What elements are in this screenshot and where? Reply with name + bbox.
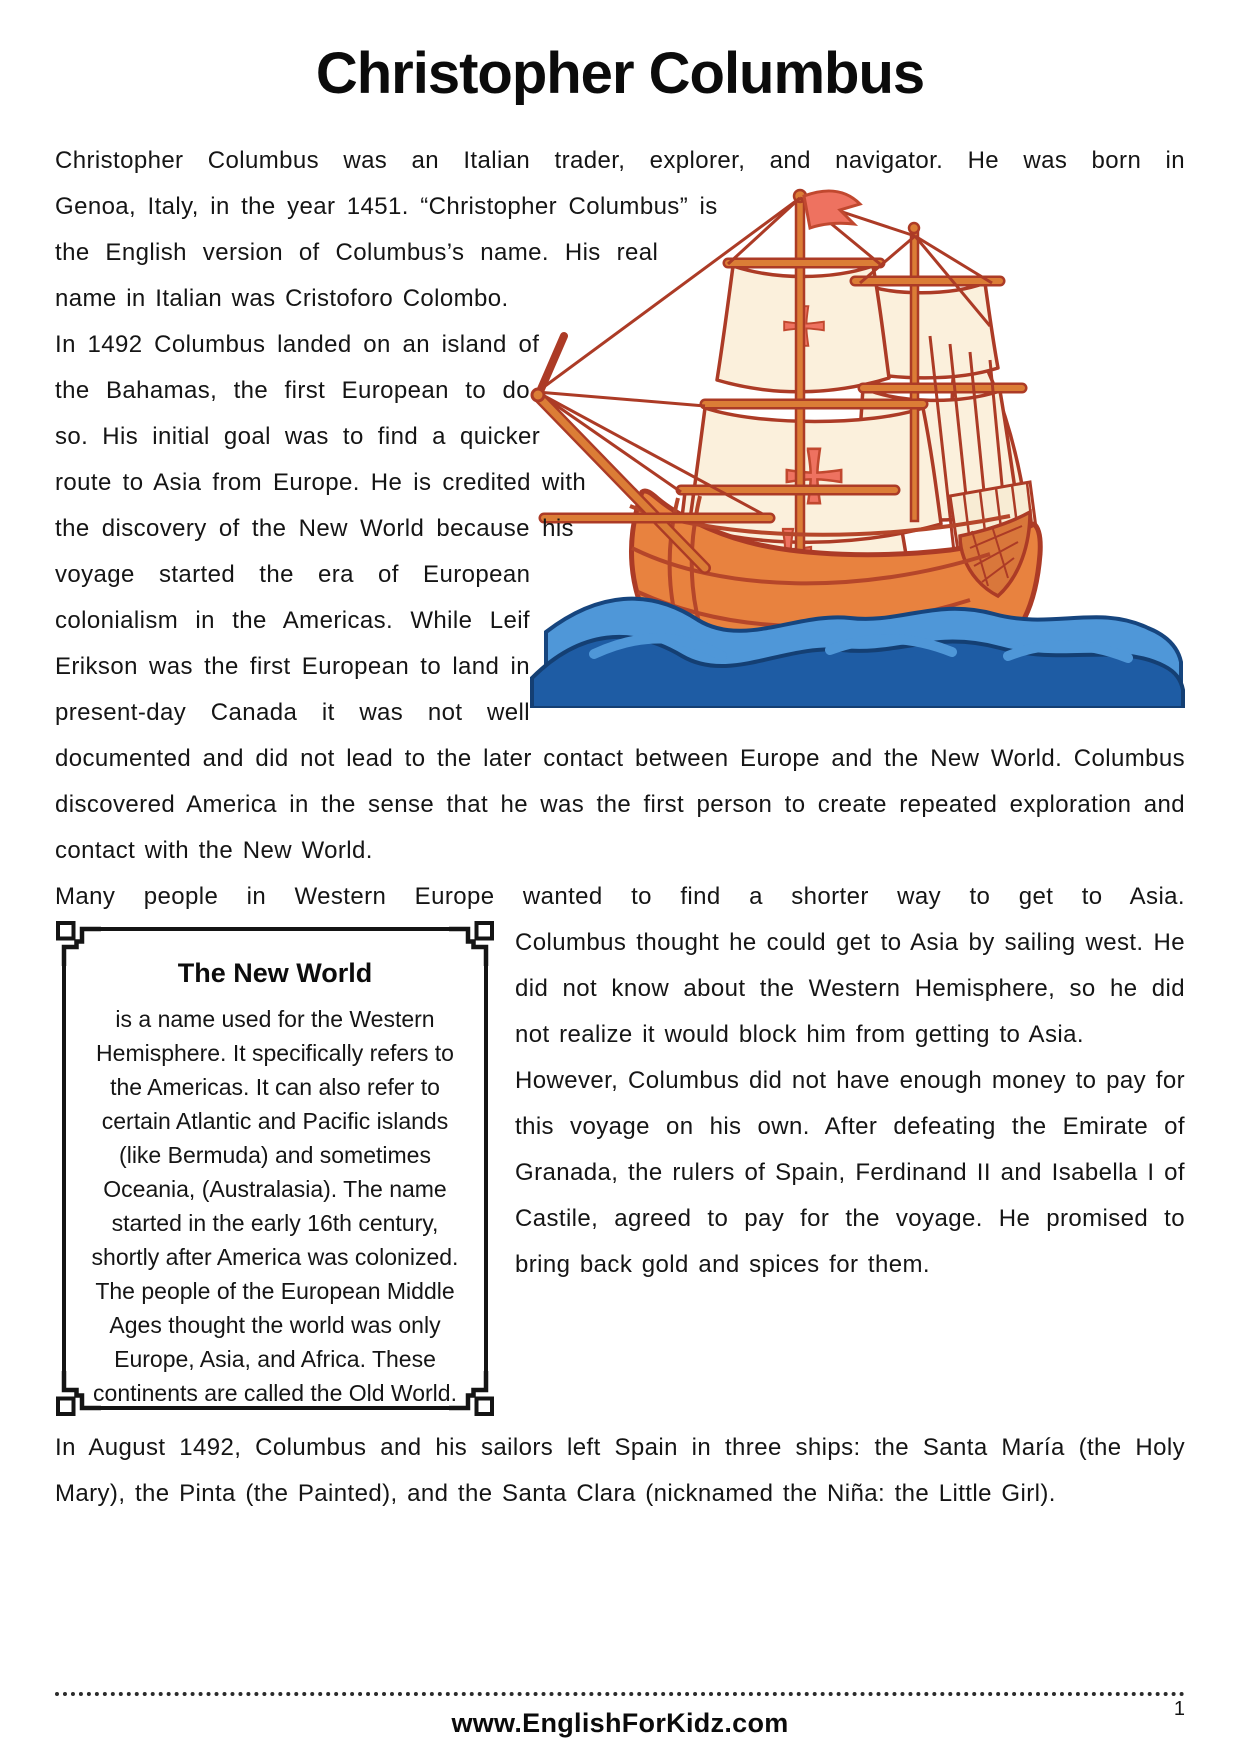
pennant-flag-icon [804, 191, 860, 228]
info-box-text: is a name used for the Western Hemisphere. It specifically refers to the Americas. It can also refer to certain Atlantic and Pacific islands (like Bermuda) and sometimes Oceania, (Australasia). The name started in the early 16th century, shortly after America was colonized. The people of the European Middle Ages thought the world was only Europe, Asia, and Africa. These continents are called the Old World. [91, 1006, 459, 1406]
footer-divider [55, 1692, 1185, 1696]
paragraph-4: However, Columbus did not have enough money to pay for this voyage on his own. After defeating the Emirate of Granada, the rulers of Spain, Ferdinand II and Isabella I of Castile, agreed to pay for the voyage. He promised to bring back gold and spices for them. [515, 1067, 1185, 1278]
info-box [55, 920, 495, 1417]
box-corner-ornament [55, 920, 101, 966]
document-body [55, 138, 1185, 1517]
footer [55, 1692, 1185, 1752]
paragraph-1-intro: Christopher Columbus was an Italian trader, explorer, and navigator. He was born in [55, 147, 1185, 174]
paragraph-3-intro: Many people in Western Europe wanted to find a shorter way to get to Asia. [55, 883, 1185, 910]
page-title: Christopher Columbus [315, 41, 925, 106]
box-corner-ornament [449, 1371, 495, 1417]
box-corner-ornament [449, 920, 495, 966]
box-corner-ornament [55, 1371, 101, 1417]
info-box-title: The New World [177, 958, 373, 988]
paragraph-3-rest: Columbus thought he could get to Asia by sailing west. He did not know about the Western Hemisphere, so he did not realize it would block him from getting to Asia. [515, 929, 1185, 1048]
box-border-top [93, 927, 457, 931]
box-border-right [484, 958, 488, 1379]
website-url: www.EnglishForKidz.com [451, 1708, 789, 1738]
paragraph-5: In August 1492, Columbus and his sailors left Spain in three ships: the Santa María (the Holy Mary), the Pinta (the Painted), and the Santa Clara (nicknamed the Niña: the Little Girl). [55, 1434, 1185, 1507]
page-number: 1 [1173, 1698, 1185, 1720]
box-border-bottom [93, 1406, 457, 1410]
paragraph-2: In 1492 Columbus landed on an island of the Bahamas, the first European to do so. His initial goal was to find a quicker route to Asia from Europe. He is credited with the discovery of the New World because his voyage started the era of European colonialism in the Americas. While Leif Erikson was the first European to land in present-day Canada it was not well documented and did not lead to the later contact between Europe and the New World. Columbus discovered America in the sense that he was the first person to create repeated exploration and contact with the New World. [55, 331, 1185, 864]
paragraph-1-rest: Genoa, Italy, in the year 1451. “Christopher Columbus” is the English version of Columbus’s name. His real name in Italian was Cristoforo Colombo. [55, 193, 718, 312]
box-border-left [62, 958, 66, 1379]
